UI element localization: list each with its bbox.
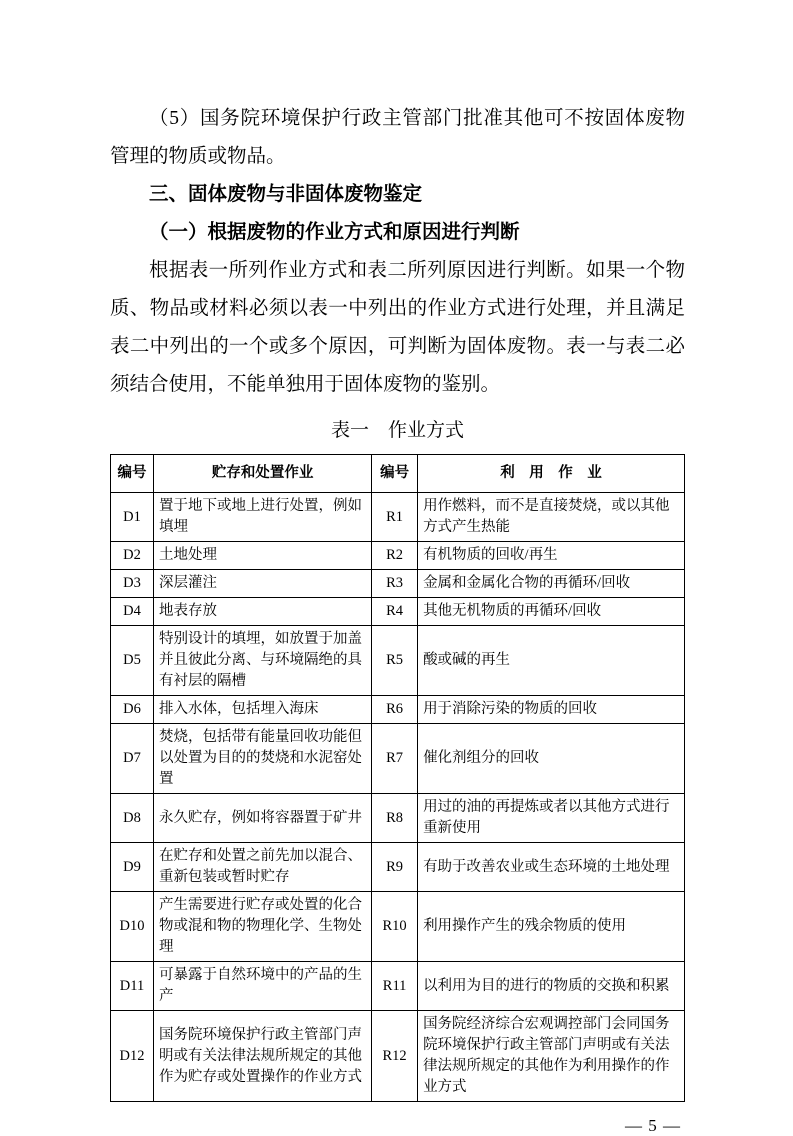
d-number-cell: D1 xyxy=(111,493,154,542)
r-text-cell: 用过的油的再提炼或者以其他方式进行重新使用 xyxy=(418,794,685,843)
d-number-cell: D7 xyxy=(111,724,154,794)
table-row xyxy=(111,626,685,696)
d-number-cell: D2 xyxy=(111,542,154,570)
table-row xyxy=(111,724,685,794)
d-number-cell: D4 xyxy=(111,598,154,626)
d-text-cell: 焚烧，包括带有能量回收功能但以处置为目的的焚烧和水泥窑处置 xyxy=(154,724,372,794)
header-disposal-operations: 贮存和处置作业 xyxy=(154,455,372,493)
table-row xyxy=(111,1011,685,1102)
d-text-cell: 深层灌注 xyxy=(154,570,372,598)
d-number-cell: D9 xyxy=(111,843,154,892)
r-text-cell: 金属和金属化合物的再循环/回收 xyxy=(418,570,685,598)
d-text-cell: 置于地下或地上进行处置，例如填埋 xyxy=(154,493,372,542)
d-number-cell: D6 xyxy=(111,696,154,724)
table-row xyxy=(111,696,685,724)
d-number-cell: D8 xyxy=(111,794,154,843)
r-text-cell: 有助于改善农业或生态环境的土地处理 xyxy=(418,843,685,892)
d-text-cell: 排入水体，包括埋入海床 xyxy=(154,696,372,724)
table-row xyxy=(111,892,685,962)
table-header-row xyxy=(111,455,685,493)
r-number-cell: R2 xyxy=(372,542,418,570)
table-row xyxy=(111,598,685,626)
r-number-cell: R10 xyxy=(372,892,418,962)
r-text-cell: 以利用为目的进行的物质的交换和积累 xyxy=(418,962,685,1011)
d-text-cell: 在贮存和处置之前先加以混合、重新包装或暂时贮存 xyxy=(154,843,372,892)
r-number-cell: R6 xyxy=(372,696,418,724)
r-number-cell: R4 xyxy=(372,598,418,626)
table-row xyxy=(111,843,685,892)
r-number-cell: R11 xyxy=(372,962,418,1011)
r-number-cell: R1 xyxy=(372,493,418,542)
d-number-cell: D3 xyxy=(111,570,154,598)
subsection-heading: （一）根据废物的作业方式和原因进行判断 xyxy=(149,222,520,243)
operations-table xyxy=(110,454,685,1102)
d-text-cell: 产生需要进行贮存或处置的化合物或混和物的物理化学、生物处理 xyxy=(154,892,372,962)
page-number: — 5 — xyxy=(625,1116,681,1135)
table-title: 表一 作业方式 xyxy=(330,420,464,441)
r-number-cell: R12 xyxy=(372,1011,418,1102)
r-number-cell: R5 xyxy=(372,626,418,696)
table-row xyxy=(111,493,685,542)
r-number-cell: R9 xyxy=(372,843,418,892)
r-number-cell: R3 xyxy=(372,570,418,598)
d-text-cell: 永久贮存，例如将容器置于矿井 xyxy=(154,794,372,843)
d-text-cell: 国务院环境保护行政主管部门声明或有关法律法规所规定的其他作为贮存或处置操作的作业方式 xyxy=(154,1011,372,1102)
r-number-cell: R8 xyxy=(372,794,418,843)
r-number-cell: R7 xyxy=(372,724,418,794)
table-row xyxy=(111,794,685,843)
header-utilization-operations: 利 用 作 业 xyxy=(418,455,685,493)
d-text-cell: 土地处理 xyxy=(154,542,372,570)
r-text-cell: 利用操作产生的残余物质的使用 xyxy=(418,892,685,962)
d-number-cell: D5 xyxy=(111,626,154,696)
r-text-cell: 国务院经济综合宏观调控部门会同国务院环境保护行政主管部门声明或有关法律法规所规定的其他作为利用操作的作业方式 xyxy=(418,1011,685,1102)
r-text-cell: 用于消除污染的物质的回收 xyxy=(418,696,685,724)
d-number-cell: D10 xyxy=(111,892,154,962)
d-number-cell: D12 xyxy=(111,1011,154,1102)
section-heading: 三、固体废物与非固体废物鉴定 xyxy=(149,184,423,205)
d-number-cell: D11 xyxy=(111,962,154,1011)
r-text-cell: 催化剂组分的回收 xyxy=(418,724,685,794)
table-row xyxy=(111,542,685,570)
r-text-cell: 其他无机物质的再循环/回收 xyxy=(418,598,685,626)
r-text-cell: 有机物质的回收/再生 xyxy=(418,542,685,570)
d-text-cell: 可暴露于自然环境中的产品的生产 xyxy=(154,962,372,1011)
header-r-number: 编号 xyxy=(372,455,418,493)
r-text-cell: 酸或碱的再生 xyxy=(418,626,685,696)
d-text-cell: 特别设计的填埋，如放置于加盖并且彼此分离、与环境隔绝的具有衬层的隔槽 xyxy=(154,626,372,696)
table-row xyxy=(111,962,685,1011)
table-row xyxy=(111,570,685,598)
body-paragraph: 根据表一所列作业方式和表二所列原因进行判断。如果一个物质、物品或材料必须以表一中列出的作业方式进行处理，并且满足表二中列出的一个或多个原因，可判断为固体废物。表一与表二必须结合使用，不能单独用于固体废物的鉴别。 xyxy=(110,260,685,395)
r-text-cell: 用作燃料，而不是直接焚烧，或以其他方式产生热能 xyxy=(418,493,685,542)
paragraph-item-5: （5）国务院环境保护行政主管部门批准其他可不按固体废物管理的物质或物品。 xyxy=(110,108,685,167)
header-d-number: 编号 xyxy=(111,455,154,493)
d-text-cell: 地表存放 xyxy=(154,598,372,626)
